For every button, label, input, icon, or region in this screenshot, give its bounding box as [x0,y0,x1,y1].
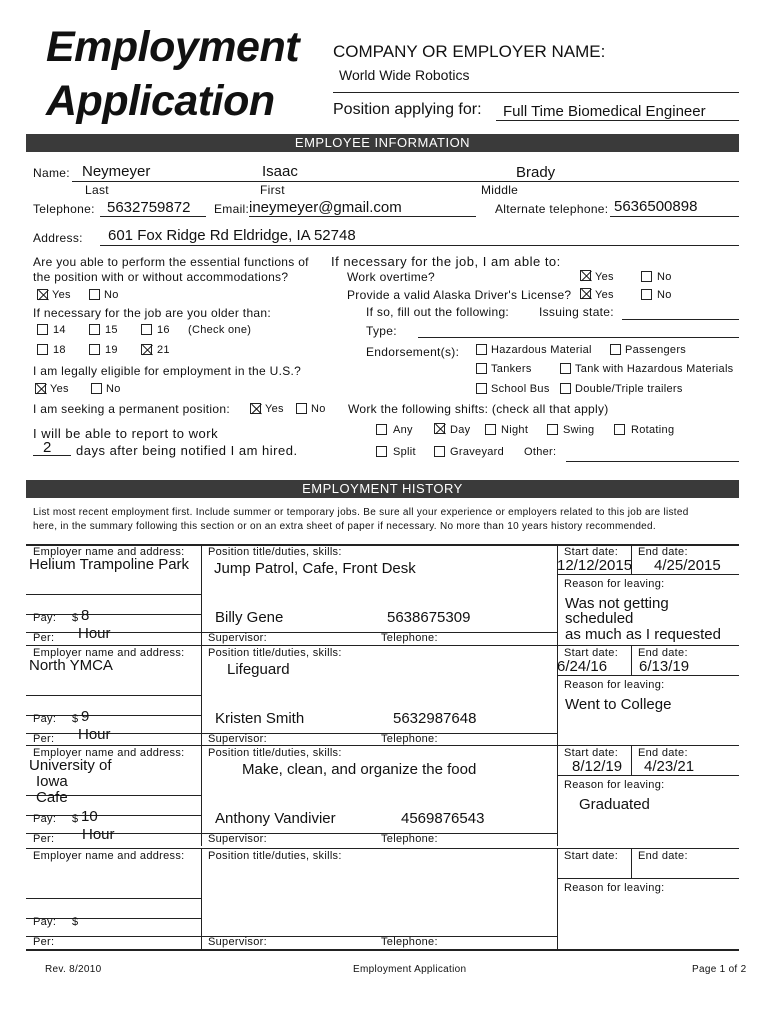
footer-revision: Rev. 8/2010 [45,964,102,975]
pay-dollar-sign: $ [72,916,79,928]
history-col-divider [201,645,202,746]
last-label: Last [85,183,109,197]
supervisor-phone-value[interactable]: 4569876543 [401,810,485,827]
overtime-no-checkbox[interactable] [641,271,652,282]
reason-value[interactable]: Graduated [579,796,650,813]
history-date-divider [631,745,632,776]
license-question: Provide a valid Alaska Driver's License? [347,288,572,302]
shift-night-label: Night [501,424,529,436]
eligible-yes-checkbox[interactable] [35,383,46,394]
name-underline [72,181,739,182]
employer-label: Employer name and address: [33,850,185,862]
reason-label: Reason for leaving: [564,578,665,590]
end-date-value[interactable]: 4/23/21 [644,758,695,775]
type-label: Type: [366,324,397,338]
employer-value[interactable]: Helium Trampoline Park [29,556,190,573]
report-question-l2: days after being notified I am hired. [76,443,298,458]
position-title-value[interactable]: Make, clean, and organize the food [242,761,477,778]
address-underline [100,245,739,246]
position-title-label: Position title/duties, skills: [208,647,342,659]
history-date-rule [557,775,739,776]
history-block-top-rule [26,645,739,646]
endorse-tank-hazmat-label: Tank with Hazardous Materials [575,363,734,375]
essential-question-l1: Are you able to perform the essential functions of [33,255,309,269]
start-date-value[interactable]: 6/24/16 [557,658,608,675]
employer-value[interactable]: North YMCA [29,657,113,674]
per-label: Per: [33,632,55,644]
pay-label: Pay: [33,713,57,725]
pay-dollar-sign: $ [72,813,79,825]
report-question-l1: I will be able to report to work [33,426,219,441]
pay-dollar-sign: $ [72,612,79,624]
reason-label: Reason for leaving: [564,779,665,791]
per-label: Per: [33,936,55,948]
end-date-value[interactable]: 4/25/2015 [654,557,721,574]
shift-swing-label: Swing [563,424,595,436]
age-14-checkbox[interactable] [37,324,48,335]
supervisor-label: Supervisor: [208,833,267,845]
supervisor-label: Supervisor: [208,632,267,644]
company-label: COMPANY OR EMPLOYER NAME: [333,42,606,61]
history-col-divider [201,745,202,846]
position-title-value[interactable]: Jump Patrol, Cafe, Front Desk [214,560,416,577]
eligible-yes-label: Yes [50,383,69,395]
endorse-passengers-label: Passengers [625,344,687,356]
alt-phone-value[interactable]: 5636500898 [614,198,698,215]
shift-other-underline[interactable] [566,461,739,462]
position-underline [496,120,739,121]
middle-name[interactable]: Brady [516,164,556,181]
history-block-top-rule [26,848,739,849]
check-one-note: (Check one) [188,324,252,336]
position-title-label: Position title/duties, skills: [208,747,342,759]
history-employer-rule [26,594,201,595]
shifts-label: Work the following shifts: (check all that apply) [348,402,609,416]
age-18-checkbox[interactable] [37,344,48,355]
reason-value[interactable]: Went to College [565,696,672,713]
history-col-divider [201,848,202,949]
employee-info-header: EMPLOYEE INFORMATION [26,134,739,152]
endorse-trailers-checkbox[interactable] [560,383,571,394]
history-block-top-rule [26,745,739,746]
report-days-value[interactable]: 2 [43,439,52,456]
start-date-label: Start date: [564,850,619,862]
alt-phone-label: Alternate telephone: [495,202,609,216]
overtime-question: Work overtime? [347,270,436,284]
position-title-value[interactable]: Lifeguard [227,661,290,678]
position-title-label: Position title/duties, skills: [208,850,342,862]
end-date-label: End date: [638,850,688,862]
age-21-checkbox[interactable] [141,344,152,355]
shift-split-label: Split [393,446,416,458]
pay-label: Pay: [33,813,57,825]
telephone-label: Telephone: [33,202,95,216]
endorse-tankers-checkbox[interactable] [476,363,487,374]
permanent-no-checkbox[interactable] [296,403,307,414]
eligible-no-checkbox[interactable] [91,383,102,394]
employment-history-header: EMPLOYMENT HISTORY [26,480,739,498]
age-15-checkbox[interactable] [89,324,100,335]
history-col-divider [201,544,202,645]
supervisor-label: Supervisor: [208,936,267,948]
telephone-value[interactable]: 5632759872 [107,199,191,216]
end-date-label: End date: [638,546,688,558]
endorse-tankers-label: Tankers [491,363,532,375]
address-label: Address: [33,231,83,245]
license-yes-label: Yes [595,289,614,301]
title-line-1: Employment [46,23,300,71]
fill-out-label: If so, fill out the following: [366,305,510,319]
employer-value[interactable]: University of [29,757,112,774]
history-employer-rule [26,695,201,696]
age-15-label: 15 [105,324,118,336]
start-date-value[interactable]: 12/12/2015 [557,557,633,574]
if-necessary-heading: If necessary for the job, I am able to: [331,254,561,269]
age-14-label: 14 [53,324,66,336]
email-value[interactable]: ineymeyer@gmail.com [249,199,402,216]
pay-value[interactable]: 8 [81,607,90,624]
shift-rotating-label: Rotating [631,424,675,436]
shift-swing-checkbox[interactable] [547,424,558,435]
telephone-underline [100,216,206,217]
type-underline[interactable] [418,337,739,338]
shift-night-checkbox[interactable] [485,424,496,435]
issuing-state-label: Issuing state: [539,305,614,319]
title-line-2: Application [46,77,275,125]
reason-value[interactable]: scheduled [565,610,634,627]
endorse-tank-hazmat-checkbox[interactable] [560,363,571,374]
endorse-school-bus-label: School Bus [491,383,550,395]
reason-value[interactable]: Was not getting [565,595,669,612]
essential-yes-checkbox[interactable] [37,289,48,300]
eligible-question: I am legally eligible for employment in the U.S.? [33,364,302,378]
start-date-value[interactable]: 8/12/19 [572,758,623,775]
age-18-label: 18 [53,344,66,356]
age-16-checkbox[interactable] [141,324,152,335]
essential-question-l2: the position with or without accommodations? [33,270,289,284]
end-date-value[interactable]: 6/13/19 [639,658,690,675]
start-date-label: Start date: [564,546,619,558]
age-16-label: 16 [157,324,170,336]
start-date-label: Start date: [564,647,619,659]
reason-label: Reason for leaving: [564,679,665,691]
shift-other-label: Other: [524,446,557,458]
license-yes-checkbox[interactable] [580,288,591,299]
history-date-rule [557,675,739,676]
eligible-no-label: No [106,383,121,395]
history-date-divider [631,848,632,879]
first-name[interactable]: Isaac [262,163,298,180]
position-title-label: Position title/duties, skills: [208,546,342,558]
supervisor-phone-value[interactable]: 5632987648 [393,710,477,727]
essential-no-label: No [104,289,119,301]
shift-any-label: Any [393,424,413,436]
pay-dollar-sign: $ [72,713,79,725]
per-label: Per: [33,833,55,845]
overtime-yes-checkbox[interactable] [580,270,591,281]
start-date-label: Start date: [564,747,619,759]
footer-page-number: Page 1 of 2 [692,964,747,975]
pay-label: Pay: [33,612,57,624]
employer-label: Employer name and address: [33,647,185,659]
history-date-divider [631,645,632,676]
permanent-question: I am seeking a permanent position: [33,402,230,416]
telephone-label: Telephone: [381,936,438,948]
shift-any-checkbox[interactable] [376,424,387,435]
shift-day-checkbox[interactable] [434,423,445,434]
pay-label: Pay: [33,916,57,928]
history-date-rule [557,574,739,575]
end-date-label: End date: [638,647,688,659]
age-19-label: 19 [105,344,118,356]
pay-value[interactable]: 9 [81,708,90,725]
overtime-yes-label: Yes [595,271,614,283]
history-instructions-l2: here, in the summary following this section or on an extra sheet of paper if necessary. No more than 10 years history recommended. [33,521,656,532]
older-than-question: If necessary for the job are you older than: [33,306,271,320]
history-col-divider [557,848,558,949]
supervisor-value[interactable]: Kristen Smith [215,710,305,727]
age-19-checkbox[interactable] [89,344,100,355]
end-date-label: End date: [638,747,688,759]
employer-value[interactable]: Iowa [36,773,68,790]
report-days-underline [33,455,71,456]
essential-yes-label: Yes [52,289,71,301]
telephone-label: Telephone: [381,833,438,845]
supervisor-value[interactable]: Anthony Vandivier [215,810,336,827]
position-value[interactable]: Full Time Biomedical Engineer [503,103,706,120]
endorse-passengers-checkbox[interactable] [610,344,621,355]
shift-day-label: Day [450,424,471,436]
telephone-label: Telephone: [381,733,438,745]
per-value[interactable]: Hour [78,625,111,642]
per-value[interactable]: Hour [78,726,111,743]
employer-label: Employer name and address: [33,546,185,558]
per-value[interactable]: Hour [82,826,115,843]
reason-label: Reason for leaving: [564,882,665,894]
permanent-yes-label: Yes [265,403,284,415]
per-label: Per: [33,733,55,745]
permanent-yes-checkbox[interactable] [250,403,261,414]
footer-title: Employment Application [353,964,467,975]
overtime-no-label: No [657,271,672,283]
pay-value[interactable]: 10 [81,808,98,825]
employer-value[interactable]: Cafe [36,789,68,806]
endorse-trailers-label: Double/Triple trailers [575,383,683,395]
shift-rotating-checkbox[interactable] [614,424,625,435]
supervisor-value[interactable]: Billy Gene [215,609,284,626]
supervisor-label: Supervisor: [208,733,267,745]
history-bottom-rule [26,949,739,951]
last-name[interactable]: Neymeyer [82,163,151,180]
shift-graveyard-checkbox[interactable] [434,446,445,457]
shift-split-checkbox[interactable] [376,446,387,457]
alt-phone-underline [610,216,739,217]
email-label: Email: [214,202,250,216]
history-col-divider [557,745,558,846]
name-label: Name: [33,166,70,180]
history-pay-rule [26,936,557,937]
reason-value[interactable]: as much as I requested [565,626,721,643]
license-no-label: No [657,289,672,301]
supervisor-phone-value[interactable]: 5638675309 [387,609,471,626]
endorsements-label: Endorsement(s): [366,345,460,359]
endorse-hazmat-checkbox[interactable] [476,344,487,355]
permanent-no-label: No [311,403,326,415]
email-underline [249,216,476,217]
endorse-school-bus-checkbox[interactable] [476,383,487,394]
essential-no-checkbox[interactable] [89,289,100,300]
telephone-label: Telephone: [381,632,438,644]
age-21-label: 21 [157,344,170,356]
history-date-rule [557,878,739,879]
license-no-checkbox[interactable] [641,289,652,300]
position-label: Position applying for: [333,101,482,118]
middle-label: Middle [481,183,519,197]
endorse-hazmat-label: Hazardous Material [491,344,592,356]
company-name[interactable]: World Wide Robotics [339,67,470,83]
issuing-state-underline[interactable] [622,319,739,320]
history-employer-rule [26,898,201,899]
address-value[interactable]: 601 Fox Ridge Rd Eldridge, IA 52748 [108,227,356,244]
shift-graveyard-label: Graveyard [450,446,505,458]
history-instructions-l1: List most recent employment first. Include summer or temporary jobs. Be sure all your experience or employers related to this job are listed [33,507,689,518]
first-label: First [260,183,285,197]
company-underline [333,92,739,93]
employer-label: Employer name and address: [33,747,185,759]
